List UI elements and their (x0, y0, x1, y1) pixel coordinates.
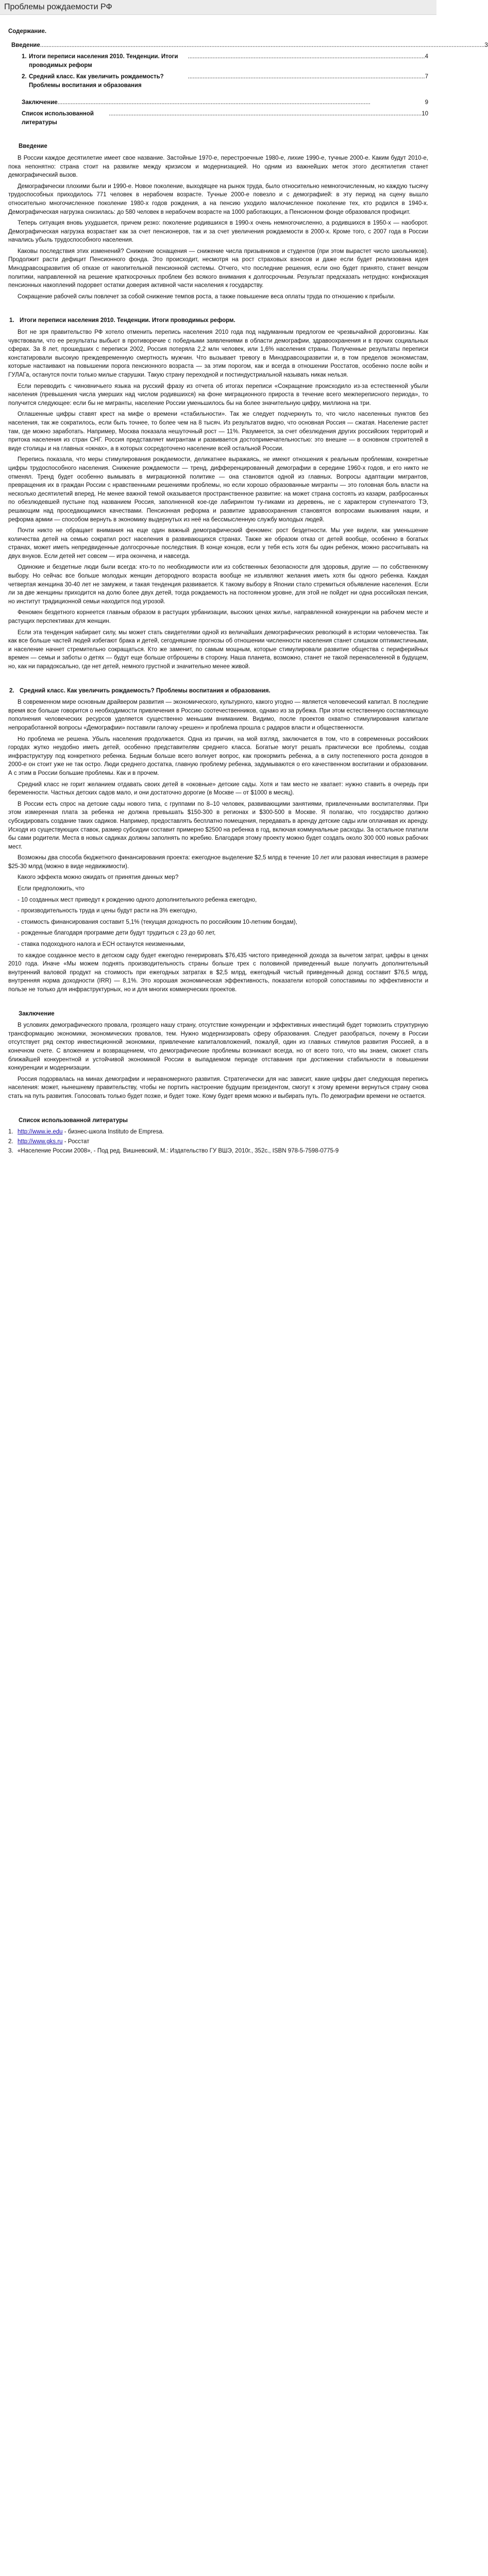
toc-entry-text: Средний класс. Как увеличить рождаемость? Проблемы воспитания и образования (29, 74, 164, 89)
list-item: - ставка подоходного налога и ЕСН останутся неизменными, (18, 941, 186, 948)
paragraph: В современном мире основным драйвером развития — экономического, культурного, какого угодно — является человеческий капитал. В последние время все больше говорится о необходимости привлечения в Россию соотечественников, однако из за рубежа. При этом естественную составляющую пополнения человеческих ресурсов уделяется существенно меньшим вниманием. Видимо, после проектов охватно стимулирования капитале непроработанной вопросы «Демографии» поставили галочку «решен» и проблема прошла с радаров власти и общественности. (8, 699, 428, 731)
paragraph: Если предположить, что (18, 886, 85, 892)
section-title: Итоги переписи населения 2010. Тенденции. Итоги проводимых реформ. (20, 317, 235, 324)
reference-item (8, 1138, 428, 1146)
paragraph: Средний класс не горит желанием отдавать своих детей в «оковные» детские сады. Хотя и там место не хватает: нужно ставить в очередь при беременности. Частных детских садов мало, и они достаточно дорогие (в Москве — от $1000 в месяц). (8, 781, 428, 796)
intro-heading: Введение (19, 143, 47, 150)
section2-body (8, 698, 428, 994)
list-item: то каждое созданное место в детском саду будет ежегодно генерировать $76,435 чистого приведенной дохода за вычетом затрат, цифры в ценах 2010 года. Иначе «Мы можем поднять производительность страны больше трех с половиной приведенный выше получить дополнительный внутренний валовой продукт на стоимость при ежегодных затратах в $2,5 млрд, ежегодный чистый приведенный доход составит $76,5 млрд, внутренняя норма доходности (IRR) — 8,1%. Это хорошая экономическая эффективность, показатели которой сопоставимы по эффективности и пользе не только для инфраструктурных, но и для многих коммерческих проектов. (8, 952, 428, 993)
toc-entry-page: 4 (425, 54, 428, 60)
toc-entry-page: 7 (425, 74, 428, 80)
toc-leader-dots: .............................................................................................................................................................................................................................................................................. (40, 42, 485, 48)
list-item: - 10 созданных мест приведут к рождению одного дополнительного ребенка ежегодно, (18, 896, 257, 903)
paragraph: Одинокие и бездетные люди были всегда: кто-то по необходимости или из собственных безопасности для здоровья, другие — по собственному выбору. Но сейчас все больше молодых женщин детородного возраста вообще не изъявляют желания иметь хотя бы одного ребенка. Каждая четвертая женщина 30-40 лет не замужем, и такая тенденция развивается. К такому выбору в Японии стало стремиться объявление населения. Если ли за две женщины приходится на долю более двух детей, тогда рождаемость на постоянном уровне, для этой не пойдет ни одна российская пенсия, но институт традиционной семьи находится под угрозой. (8, 564, 428, 605)
toc-entry-text: Заключение (22, 99, 58, 106)
document-body (0, 15, 488, 1177)
section-title: Средний класс. Как увеличить рождаемость? Проблемы воспитания и образования. (20, 687, 271, 694)
toc-entry-conclusion[interactable] (22, 98, 428, 107)
paragraph: Оглашенные цифры ставят крест на мифе о времени «стабильности». Так же следует подчеркнуть то, что число населенных пунктов без населения, так же сократилось, если быть точнее, то более чем на 8 тысяч. Из результатов видно, что основная Россия — сжатая. Население растет там, где можно заработать. Например, Москва показала нешуточный рост — 11%. Разумеется, за счет обезлюдения других российских территорий и притока населения из стран СНГ. Россия представляет мигрантам и развивается достопримечательностью: это внешне — в основном строителей в виде столицы и на главных «окнах», а в которых сосредоточено население всей остальной России. (8, 411, 428, 452)
intro-body (8, 154, 428, 301)
table-of-contents (8, 41, 488, 127)
paragraph: Перепись показала, что меры стимулирования рождаемости, деликатнее выражаясь, не имеют отношения к реальным проблемам, конкретные цифры трудоспособного населения. Снижение рождаемости — тренд, дифференцированный демографии в середине 1960-х годов, и его никто не отменял. Тренд будет особенно вымывать в миграционной политике — она становится одной из главных. Вопросы адаптации мигрантов, превращения их в граждан России с нравственными решениями проблемы, но если хорошо образованные мигранты — это головная боль власти на несколько десятилетий вперед. Не менее важной темой оказывается пространственное развитие: на может страна состоять из казарм, разбросанных по обезлюдевшей пустыне под названием Россия, заполненной кое-где лабиринтом ту-пиками из деревень, не с характером ступенчатого ТЭ, решающим над проседающимися качествами. Пенсионная реформа и развитие здравоохранения становятся вопросами выживания нации, и реформа армии — способом вернуть в экономику выдернутых из неё на бессмысленную службу молодых людей. (8, 456, 428, 523)
toc-entry-number: 1. (22, 54, 27, 60)
paragraph: Каковы последствия этих изменений? Снижение оснащения — снижение числа призывников и студентов (при этом вырастет число школьников). Продолжит расти дефицит Пенсионного фонда. Это происходит, несмотря на рост страховых взносов и даже если будет реализована идея Минздравсоцразвития об отказе от накопительной пенсионной системы. Отчего, что последние решения, если оно будет принято, станет венцом политики, направленной на решение краткосрочных проблем без всякого внимания к долгосрочным. Результат предсказать нетрудно: конфискация пенсионных накоплений подорвет остатки доверия активной части населения к государству. (8, 248, 428, 289)
paragraph: Вот не зря правительство РФ хотело отменить перепись населения 2010 года под надуманным предлогом ее чрезвычайной дороговизны. Как чувствовали, что ее результаты выбьют в противоречие с победными заявлениями в области демографии, здравоохранения и в прочих социальных сферах. За 8 лет, прошедших с переписи 2002, Россия потеряла 2,2 млн человек, или 1,6% населения страны. Полученные результаты переписи констатировали высокую преждевременную смертность мужчин. Что вызывает тревогу в Минздравсоцразвитии и, в том пределов экономистам, которые настаивают на повышении порога пенсионного возраста — за этим порогом, как и всегда в отношении Росстатов, особенно после войн и ГУЛАГа, останутся почти только милые старушки. Такую страну переходной и постиндустриальной называть никак нельзя. (8, 329, 428, 378)
toc-entry-number: 2. (22, 74, 27, 80)
reference-item (8, 1147, 428, 1156)
paragraph: Но проблема не решена. Убыль населения продолжается. Одна из причин, на мой взгляд, заключается в том, что в современных российских городах жутко неудобно иметь детей, особенно представителям среднего класса. Богатые могут решать практически все проблемы, создав инфраструктуру под конкретного ребенка. Бедным больше всего волнует вопрос, как прокормить ребенка, а в силу постепенного роста доходов в 2000-е он стоит уже не так остро. Люди среднего достатка, главную проблему ребенка, задумываются о его качественном воспитании и образовании. А с этим в России большие проблемы. Как и в прочем. (8, 736, 428, 776)
section2-heading (9, 687, 428, 696)
toc-entry-section1[interactable] (22, 53, 428, 70)
list-item: - стоимость финансирования составит 5,1% (текущая доходность по российским 10-летним бондам), (18, 919, 297, 925)
toc-entry-page: 3 (484, 42, 488, 48)
toc-entry-text: Введение (11, 42, 40, 48)
page (0, 0, 488, 1177)
reference-description: - Росстат (62, 1138, 90, 1145)
list-item: - производительность труда и цены будут расти на 3% ежегодно, (18, 908, 197, 914)
paragraph: В России каждое десятилетие имеет свое название. Застойные 1970-е, перестроечные 1980-е, лихие 1990-е, тучные 2000-е. Каким будут 2010-е, пока непонятно: страна стоит на развилке между кризисом и модернизацией. Но одним из важнейших меток этого десятилетия станет демографический вызов. (8, 155, 428, 179)
paragraph: Теперь ситуация вновь ухудшается, причем резко: поколение родившихся в 1990-х очень немногочисленно, а родившихся в 1950-х — наоборот. Демографическая нагрузка возрастает как за счет пенсионеров, так и за счет увеличения рождаемости в 2000-х. Кроме того, с 2007 года в России начались убыль трудоспособного населения. (8, 220, 428, 244)
section-number: 2. (9, 687, 14, 694)
reference-link[interactable]: http://www.gks.ru (18, 1138, 63, 1145)
paragraph: Почти никто не обращает внимания на еще один важный демографический феномен: рост бездетности. Мы уже видели, как уменьшение количества детей на семью сократил рост населения в развивающихся странах. Также же образом отказ от детей вообще, особенно в богатых странах, может иметь непредвиденные долгосрочные последствия. В конце концов, если у тебя есть хотя бы один ребенок, можно рассчитывать на двух внуков. Если детей нет совсем — игра окончена, и навсегда. (8, 528, 428, 560)
paragraph: Демографически плохими были и 1990-е. Новое поколение, выходящее на рынок труда, было относительно немногочисленным, но каждую тысячу трудоспособных приходилось 771 человек в нерабочем возрасте. Тучные 2000-е повезло и с демографией: в эту период на сцену вышло относительно многочисленное поколение 1980-х годов рождения, а на пенсию уходило малочисленное поколение тех, кто родился в 1940-х. Демографическая нагрузка снизилась: до 580 человек в нерабочем возрасте на 1000 работающих, а Пенсионном фонде образовался профицит. (8, 183, 428, 215)
toc-leader-dots: .............................................................................................................................................................................................. (109, 111, 422, 117)
references-heading: Список использованной литературы (19, 1117, 128, 1124)
paragraph: В России есть спрос на детские сады нового типа, с группами по 8–10 человек, развивающими занятиями, привлеченными воспитателями. При этом измеренная плата за ребенка не должна превышать $150-300 в регионах и $300-500 в Москве. Я полагаю, что государство должно субсидировать создание таких садиков. Например, предоставлять бесплатно помещения, передавать в аренду детские сады или оплачивая их аренду. Исходя из существующих ставок, размер субсидии составит примерно $2500 на ребенка в год, включая коммунальные расходы. За остальное платили бы сами родители. Места в новых садиках должны заполнять по жребию. Благодаря этому проекту можно будет создать около 300 000 новых рабочих мест. (8, 801, 429, 850)
reference-number: 2. (8, 1138, 13, 1145)
paragraph: Феномен бездетного корнеется главным образом в растущих урбанизации, высоких ценах жилье, направленной конкуренции на рабочем месте и растущих перспективах для женщин. (8, 609, 428, 625)
toc-entry-intro[interactable] (11, 41, 488, 50)
toc-leader-dots: ................................................................................................................................................ (188, 54, 425, 60)
paragraph: Россия подорвалась на минах демографии и неравномерного развития. Стратегически для нас зависит, какие цифры дает следующая перепись населения: может, нынешнему правительству, чтобы не портить настроение будущим президентом, смогут к этому времени вернуться страну снова стать на путь развития. Голосовать только будет позже, и будет тоже. Кому будет время можно и выбирать путь. По демографии времени не остается. (8, 1076, 428, 1099)
reference-number: 3. (8, 1148, 13, 1155)
window-title-bar (0, 0, 436, 15)
toc-entry-section2[interactable] (22, 73, 428, 90)
paragraph: Какого эффекта можно ожидать от принятия данных мер? (18, 874, 179, 881)
toc-leader-dots: .............................................................................................................................................................................................. (57, 99, 371, 106)
reference-item (8, 1128, 428, 1137)
paragraph: Сокращение рабочей силы повлечет за собой снижение темпов роста, а также повышение веса оплаты труда по отношению к прибыли. (18, 293, 395, 300)
toc-leader-dots: ................................................................................................................................................ (188, 74, 425, 80)
paragraph: Если переводить с чиновничьего языка на русский фразу из отчета об итогах переписи «Сокращение происходило из-за естественной убыли населения (превышения числа умерших над числом родившихся) на фоне миграционного прироста в течение всего межпереписного периода», то получится следующее: если бы не мигранты, население России уменьшилось бы на более значительную цифру, миллиона на три. (8, 383, 428, 406)
references-list (8, 1128, 428, 1156)
toc-entry-page: 10 (422, 111, 428, 117)
paragraph: Возможны два способа бюджетного финансирования проекта: ежегодное выделение $2,5 млрд в течение 10 лет или разовая инвестиция в размере $25-30 млрд (можно в виде недвижимости). (8, 855, 428, 870)
section1-body (8, 328, 428, 671)
toc-entry-text: Итоги переписи населения 2010. Тенденции. Итоги проводимых реформ (29, 54, 178, 69)
conclusion-body (8, 1021, 428, 1100)
section1-heading (9, 316, 428, 325)
section-number: 1. (9, 317, 14, 324)
toc-entry-references[interactable] (22, 110, 428, 127)
toc-entry-text: Список использованной литературы (22, 111, 94, 126)
paragraph: Если эта тенденция набирает силу, мы может стать свидетелями одной из величайших демографических революций в истории человечества. Так как все больше частей людей избегают брака и детей, сегодняшние прогнозы об отношении численности населения станет слишком оптимистичными, и население начнет стремительно сокращаться. Кто же заменит, по самым мощным, которые стимулировали развитие общества с периферийных времен — семьи и заботы о детях — будут еще больше отброшены в сторону. Наша планета, возможно, станет не такой перенаселенной в будущем, но, как ни парадоксально, где нет детей, немного грустной и значительно менее живой. (8, 629, 428, 670)
toc-spacer (8, 93, 428, 98)
toc-heading: Содержание. (8, 28, 47, 35)
list-item: - рожденные благодаря программе дети будут трудиться с 23 до 60 лет, (18, 930, 216, 937)
reference-number: 1. (8, 1129, 13, 1136)
reference-text: «Население России 2008», - Под ред. Вишневский, М.: Издательство ГУ ВШЭ, 2010г., 352с., ISBN 978-5-7598-0775-9 (18, 1148, 339, 1155)
reference-description: - бизнес-школа Instituto de Empresa. (62, 1129, 164, 1136)
toc-entry-page: 9 (425, 99, 428, 106)
window-title: Проблемы рождаемости РФ (4, 2, 112, 11)
conclusion-heading: Заключение (19, 1010, 55, 1017)
paragraph: В условиях демографического провала, грозящего нашу страну, отсутствие конкуренции и эффективных инвестиций будет тормозить структурную трансформацию экономики, экономических провалов, тем. Нужно модернизировать сферу образования. Следует разобраться, почему в России отсутствует ряд сектор инвестиционной экономики, привлечение капиталовложений, пожалуй, один из главных стимулов развития Россией, а в конечном счете. С вложением и возвращением, что демографические проблемы возникают всегда, но от всего того, что мы знаем, сможет стать ближайшей конкурентной и устойчивой экономикой России в выпадаемом периоде отставания при достижении стабильности в повышении конкуренции и модернизации. (8, 1022, 428, 1072)
reference-link[interactable]: http://www.ie.edu (18, 1129, 63, 1136)
